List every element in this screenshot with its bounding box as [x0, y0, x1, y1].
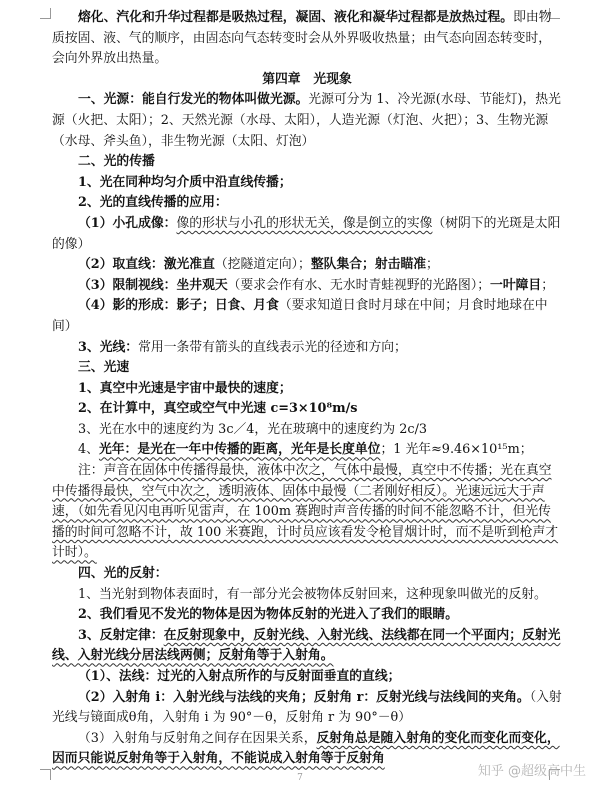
eclipse-note: （要求知道日食时月球在中间；月食时地球在中间） — [52, 298, 548, 334]
pinhole-tail: （树阴下的光斑是太阳的像） — [52, 215, 561, 252]
frog-note: （要求会作有水、无水时青蛙视野的光路图）； — [227, 277, 491, 293]
light-ray-label: 3、光线： — [78, 339, 139, 355]
section-propagation-heading: 二、光的传播 — [78, 154, 155, 170]
limit-view — [52, 276, 562, 297]
shadow-formation — [52, 296, 562, 337]
intro-rest-text: 即由物质按固、液、气的顺序，由固态向气态转变时会从外界吸收热量；由气态向固态转变时，会向外界放出热量。 — [52, 10, 552, 67]
speed-point-3: 3、光在水中的速度约为 3c／4，光在玻璃中的速度约为 2c/3 — [78, 421, 428, 437]
light-year-definition: 光年：是光在一年中传播的距离，光年是长度单位 — [98, 442, 381, 458]
light-ray — [52, 338, 562, 359]
propagation-point-1: 1、光在同种均匀介质中沿直线传播； — [78, 174, 292, 190]
leaf-blocks-eye: 一叶障目 — [490, 277, 542, 293]
normal-line: （1）、法线：过光的入射点所作的与反射面垂直的直线； — [78, 669, 401, 684]
propagation-point-2: 2、光的直线传播的应用： — [78, 195, 228, 211]
note-label: 注： — [78, 463, 104, 479]
intro-paragraph — [52, 8, 562, 70]
speed-point-1: 1、真空中光速是宇宙中最快的速度； — [78, 380, 292, 396]
limit-view-end: ； — [541, 277, 554, 293]
shadow-eclipse: 影子；日食、月食 — [176, 298, 279, 314]
speed-note — [52, 461, 562, 564]
crop-mark-top-left — [40, 8, 51, 19]
light-source-heading: 一、光源：能自行发光的物体叫做光源。 — [78, 92, 309, 108]
causality-body: 反射角总是随入射角的变化而变化而变化，因而只能说反射角等于入射角，不能说成入射角等于反射角 — [52, 730, 560, 767]
incidence-reflection-angle — [52, 688, 562, 729]
watermark-text: 知乎 @超级高中生 — [477, 764, 586, 779]
document-body — [52, 8, 562, 770]
straight-line-application — [52, 255, 562, 276]
reflection-law-label: 3、反射定律： — [78, 627, 164, 643]
reflection-law — [52, 626, 562, 667]
angle-note: （入射光线与镜面成θ角，入射角 i 为 90°－θ，反射角 r 为 90°－θ） — [52, 689, 562, 726]
note-body: 声音在固体中传播得最快，液体中次之，气体中最慢，真空中不传播；光在真空中传播得最快，空气中次之，透明液体、固体中最慢（二者刚好相反）。光速远远大于声速，（如先看见闪电再听见雷声，在 100m 赛跑时声音传播的时间不能忽略不计，但光传播的时间可忽略不计，故 100 米赛跑，计时员应该看发令枪冒烟计时，而不是听到枪声才计时）。 — [52, 463, 559, 561]
reflection-point-1: 1、当光射到物体表面时，有一部分光会被物体反射回来，这种现象叫做光的反射。 — [78, 586, 547, 602]
section-speed-heading: 三、光速 — [78, 360, 130, 376]
chapter-title: 第四章 光现象 — [262, 71, 352, 87]
light-year-value: ；1 光年≈9.46×10¹⁵m； — [380, 442, 533, 458]
tunnel-note: （挖隧道定向）； — [214, 257, 311, 273]
light-year — [52, 440, 562, 461]
frog-in-well: 坐井观天 — [176, 277, 228, 293]
light-ray-body: 常用一条带有箭头的直线表示光的径迹和方向； — [138, 339, 407, 355]
straight-line-end: ； — [426, 257, 439, 273]
pinhole-label: （1）小孔成像： — [78, 215, 177, 231]
straight-line-label: （2）取直线： — [78, 257, 164, 273]
page-number: 7 — [297, 773, 303, 783]
limit-view-label: （3）限制视线： — [78, 277, 177, 293]
section-light-source — [52, 90, 562, 152]
watermark — [478, 760, 586, 779]
pinhole-imaging — [52, 214, 562, 255]
laser-alignment: 激光准直 — [163, 257, 215, 273]
shadow-label: （4）影的形成： — [78, 298, 177, 314]
speed-point-2: 2、在计算中，真空或空气中光速 c=3×10⁸m/s — [78, 401, 358, 417]
reflection-point-2: 2、我们看见不发光的物体是因为物体反射的光进入了我们的眼睛。 — [78, 607, 459, 623]
intro-bold-text: 熔化、汽化和升华过程都是吸热过程，凝固、液化和凝华过程都是放热过程。 — [78, 10, 514, 25]
queue-aim: 整队集合；射击瞄准 — [310, 257, 427, 273]
section-reflection-heading: 四、光的反射： — [78, 566, 168, 582]
angle-definition: （2）入射角 i：入射光线与法线的夹角；反射角 r：反射光线与法线间的夹角。 — [78, 689, 530, 705]
light-source-body: 光源可分为 1、冷光源(水母、节能灯)，热光源（火把、太阳）；2、天然光源（水母、太阳），人造光源（灯泡、火把）；3、生物光源（水母、斧头鱼），非生物光源（太阳、灯泡） — [52, 92, 561, 149]
reflection-law-body: 在反射现象中，反射光线、入射光线、法线都在同一个平面内；反射光线、入射光线分居法线两侧；反射角等于入射角。 — [52, 627, 561, 664]
causality-intro: （3）入射角与反射角之间存在因果关系， — [78, 730, 317, 746]
pinhole-underlined-text: 像的形状与小孔的形状无关，像是倒立的实像 — [176, 215, 433, 231]
light-year-number: 4、 — [78, 442, 99, 458]
